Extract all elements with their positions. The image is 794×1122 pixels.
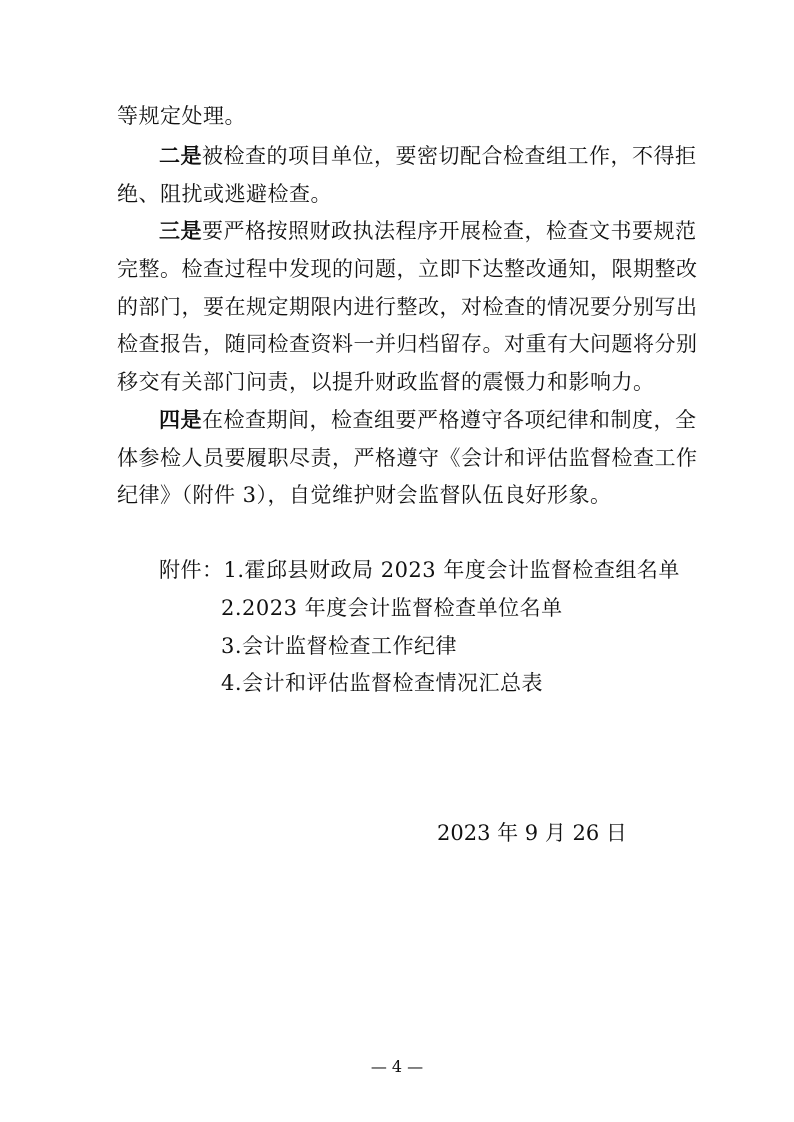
body-line xyxy=(117,329,698,359)
attachment-line xyxy=(221,631,457,661)
text: 绝、阻扰或逃避检查。 xyxy=(117,182,332,206)
attachment-item: 1.霍邱县财政局 2023 年度会计监督检查组名单 xyxy=(223,558,680,582)
text: 纪律》（附件 3），自觉维护财会监督队伍良好形象。 xyxy=(117,483,612,507)
body-line xyxy=(117,254,698,284)
paragraph-lead: 四是 xyxy=(159,407,202,432)
attachment-line xyxy=(221,668,543,698)
text: 在检查期间，检查组要严格遵守各项纪律和制度，全 xyxy=(202,408,697,432)
text: 检查报告，随同检查资料一并归档留存。对重有大问题将分别 xyxy=(117,332,698,356)
text: 等规定处理。 xyxy=(117,104,246,128)
body-line xyxy=(117,443,698,473)
text: 移交有关部门问责，以提升财政监督的震慑力和影响力。 xyxy=(117,370,655,394)
attachment-item: 4.会计和评估监督检查情况汇总表 xyxy=(221,671,544,695)
body-line xyxy=(117,179,332,209)
paragraph-lead: 三是 xyxy=(159,218,202,243)
body-line xyxy=(117,292,698,322)
body-line xyxy=(117,480,612,510)
attachments-label: 附件： xyxy=(159,558,224,582)
text: 体参检人员要履职尽责，严格遵守《会计和评估监督检查工作 xyxy=(117,446,698,470)
paragraph-two-first-line xyxy=(159,141,697,171)
text: 的部门，要在规定期限内进行整改，对检查的情况要分别写出 xyxy=(117,295,698,319)
body-line xyxy=(117,367,655,397)
text: 完整。检查过程中发现的问题，立即下达整改通知，限期整改 xyxy=(117,257,698,281)
paragraph-lead: 二是 xyxy=(159,143,202,168)
page-number: — 4 — xyxy=(370,1057,424,1076)
paragraph-four-first-line xyxy=(159,405,697,435)
body-line xyxy=(117,101,246,131)
paragraph-three-first-line xyxy=(159,216,697,246)
text: 要严格按照财政执法程序开展检查，检查文书要规范 xyxy=(202,219,697,243)
attachment-line xyxy=(221,593,563,623)
document-date: 2023 年 9 月 26 日 xyxy=(437,821,627,845)
attachments-first-line xyxy=(159,555,680,585)
text: 被检查的项目单位，要密切配合检查组工作，不得拒 xyxy=(202,144,697,168)
attachment-item: 2.2023 年度会计监督检查单位名单 xyxy=(221,596,563,620)
attachment-item: 3.会计监督检查工作纪律 xyxy=(221,634,458,658)
